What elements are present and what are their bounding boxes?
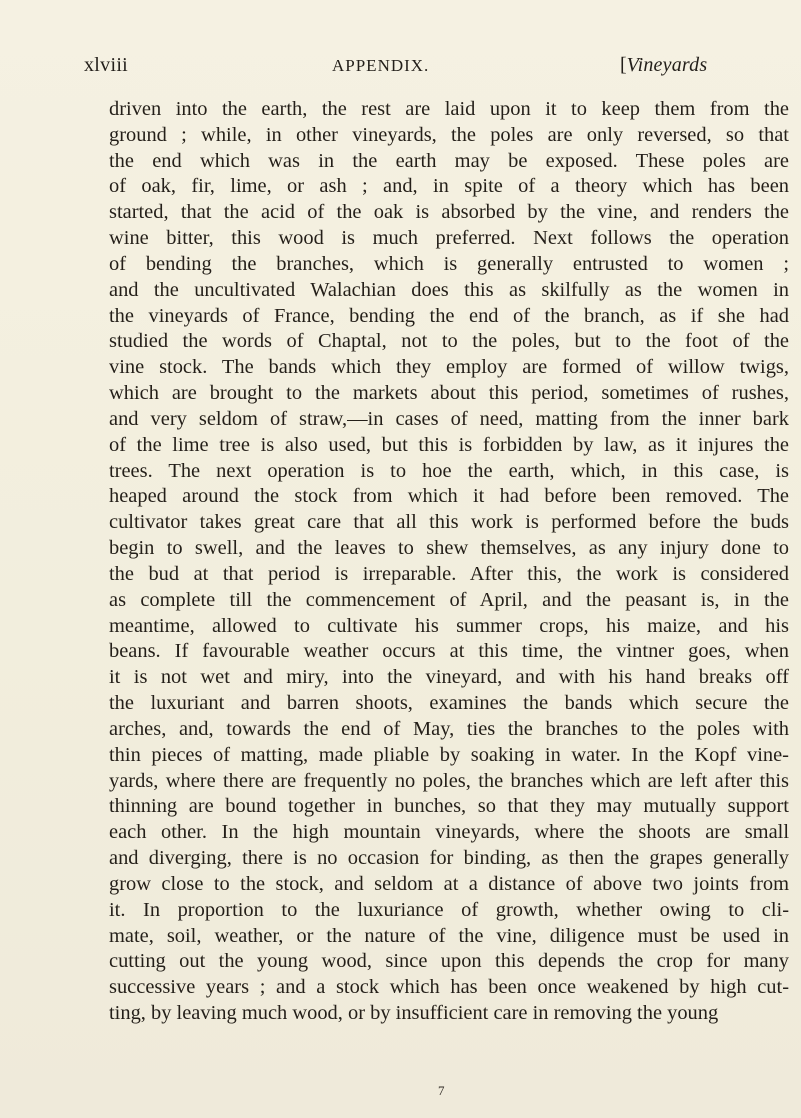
section-title-text: Vineyards xyxy=(626,54,708,76)
text-line: ting, by leaving much wood, or by insufficient care in removing the young xyxy=(109,1001,719,1024)
page-number: xlviii xyxy=(84,54,129,76)
text-line: wine bitter, this wood is much preferred. Next follows the operation xyxy=(109,227,789,250)
text-line: grow close to the stock, and seldom at a distance of above two joints from xyxy=(109,872,789,895)
text-line: studied the words of Chaptal, not to the poles, but to the foot of the xyxy=(109,330,789,353)
text-line: thinning are bound together in bunches, so that they may mutually support xyxy=(109,795,789,818)
text-line: of oak, fir, lime, or ash ; and, in spite of a theory which has been xyxy=(109,175,789,198)
text-line: of the lime tree is also used, but this is forbidden by law, as it injures the xyxy=(109,433,789,456)
text-line: of bending the branches, which is generally entrusted to women ; xyxy=(109,252,789,275)
text-line: thin pieces of matting, made pliable by soaking in water. In the Kopf vine- xyxy=(109,743,789,766)
text-line: heaped around the stock from which it had before been removed. The xyxy=(109,485,789,508)
text-line: meantime, allowed to cultivate his summer crops, his maize, and his xyxy=(109,614,789,637)
text-line: driven into the earth, the rest are laid upon it to keep them from the xyxy=(109,98,789,120)
text-line: vine stock. The bands which they employ are formed of willow twigs, xyxy=(109,356,789,379)
text-line: mate, soil, weather, or the nature of the vine, diligence must be used in xyxy=(109,924,789,947)
text-line: cultivator takes great care that all this work is performed before the buds xyxy=(109,511,789,534)
text-line: begin to swell, and the leaves to shew themselves, as any injury done to xyxy=(109,537,789,560)
section-title xyxy=(620,54,707,77)
text-line: and very seldom of straw,—in cases of need, matting from the inner bark xyxy=(109,407,789,430)
text-line: and diverging, there is no occasion for binding, as then the grapes generally xyxy=(109,847,789,870)
text-line: cutting out the young wood, since upon this depends the crop for many xyxy=(109,950,789,973)
text-line: each other. In the high mountain vineyards, where the shoots are small xyxy=(109,821,789,844)
text-line: it. In proportion to the luxuriance of growth, whether owing to cli- xyxy=(109,898,789,921)
text-line: the vineyards of France, bending the end of the branch, as if she had xyxy=(109,304,789,327)
text-line: trees. The next operation is to hoe the earth, which, in this case, is xyxy=(109,459,789,482)
section-open-bracket: [ xyxy=(620,54,627,76)
text-line: as complete till the commencement of April, and the peasant is, in the xyxy=(109,588,789,611)
text-line: successive years ; and a stock which has been once weakened by high cut- xyxy=(109,976,789,999)
text-line: yards, where there are frequently no poles, the branches which are left after this xyxy=(109,769,789,792)
text-line: which are brought to the markets about this period, sometimes of rushes, xyxy=(109,382,789,405)
text-line: the end which was in the earth may be exposed. These poles are xyxy=(109,149,789,172)
text-line: it is not wet and miry, into the vineyard, and with his hand breaks off xyxy=(109,666,789,689)
text-line: ground ; while, in other vineyards, the poles are only reversed, so that xyxy=(109,123,789,146)
running-title: APPENDIX. xyxy=(332,56,430,75)
text-line: and the uncultivated Walachian does this as skilfully as the women in xyxy=(109,278,789,301)
text-line: arches, and, towards the end of May, ties the branches to the poles with xyxy=(109,717,789,740)
text-line: the luxuriant and barren shoots, examines the bands which secure the xyxy=(109,692,789,715)
body-text xyxy=(109,97,789,1027)
text-line: beans. If favourable weather occurs at this time, the vintner goes, when xyxy=(109,640,789,663)
text-line: started, that the acid of the oak is absorbed by the vine, and renders the xyxy=(109,201,789,224)
text-line: the bud at that period is irreparable. After this, the work is considered xyxy=(109,562,789,585)
printer-signature: 7 xyxy=(438,1083,445,1098)
page-header xyxy=(84,54,800,86)
